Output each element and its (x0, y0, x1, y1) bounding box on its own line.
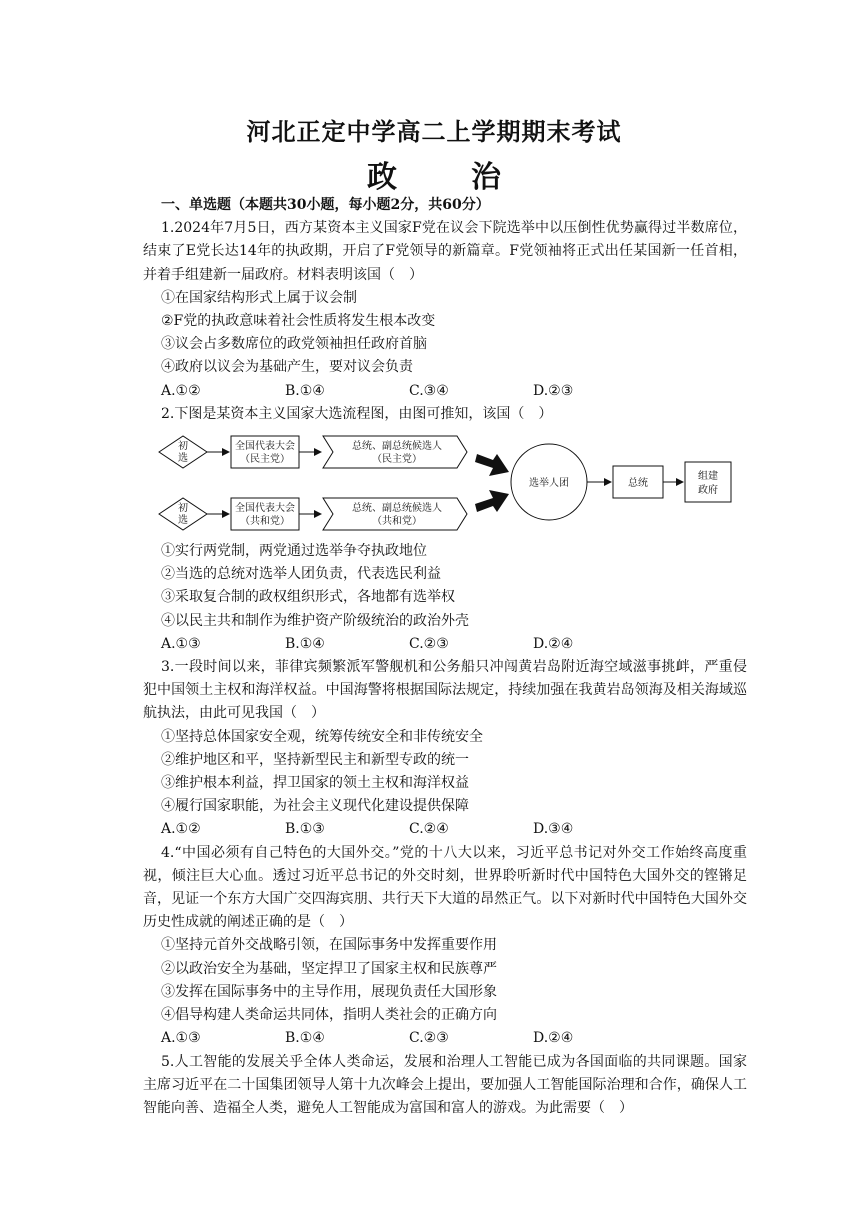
exam-content (143, 194, 747, 1120)
option-item: ②以政治安全为基础，坚定捍卫了国家主权和民族尊严 (161, 960, 497, 977)
question-stem: 4.“中国必须有自己特色的大国外交。”党的十八大以来，习近平总书记对外交工作始终高度重视，倾注巨大心血。透过习近平总书记的外交时刻，世界聆听新时代中国特色大国外交的铿锵足音，见证一个东方大国广交四海宾朋、共行天下大道的昂然正气。以下对新时代中国特色大国外交历史性成就的阐述正确的是（ ） (143, 844, 747, 931)
choice-c: C.③④ (409, 382, 449, 399)
answer-choices (143, 1027, 747, 1050)
conv-rep-line2: （共和党） (240, 516, 290, 528)
question-5 (143, 1051, 747, 1121)
conv-dem-line2: （民主党） (240, 454, 290, 466)
electors-label: 选举人团 (529, 478, 569, 490)
option-item: ②F党的执政意味着社会性质将发生根本改变 (161, 313, 436, 330)
choice-d: D.②③ (533, 382, 574, 399)
choice-b: B.①③ (285, 821, 325, 838)
option-item: ①坚持元首外交战略引领，在国际事务中发挥重要作用 (161, 937, 497, 954)
conv-rep-line1: 全国代表大会 (235, 503, 295, 515)
question-stem: 1.2024年7月5日，西方某资本主义国家F党在议会下院选举中以压倒性优势赢得过半数席位，结束了E党长达14年的执政期，开启了F党领导的新篇章。F党领袖将正式出任某国新一任首相，并着手组建新一届政府。材料表明该国（ ） (143, 220, 747, 283)
exam-title: 河北正定中学高二上学期期末考试 (246, 117, 622, 146)
option-item: ④以民主共和制作为维护资产阶级统治的政治外壳 (161, 612, 469, 629)
option-item: ②当选的总统对选举人团负责，代表选民利益 (161, 566, 441, 583)
option-item: ①实行两党制，两党通过选举争夺执政地位 (161, 543, 427, 560)
choice-a: A.①③ (161, 635, 201, 652)
choice-a: A.①② (161, 382, 201, 399)
question-2 (143, 403, 747, 656)
question-stem: 3.一段时间以来，菲律宾频繁派军警舰机和公务船只冲闯黄岩岛附近海空域滋事挑衅，严重侵犯中国领土主权和海洋权益。中国海警将根据国际法规定，持续加强在我黄岩岛领海及相关海域巡航执法，由此可见我国（ ） (143, 659, 747, 722)
gov-line2: 政府 (698, 485, 718, 497)
big-arrow-top (475, 454, 509, 476)
choice-c: C.②④ (409, 821, 449, 838)
option-item: ③维护根本利益，捍卫国家的领土主权和海洋权益 (161, 775, 469, 792)
option-item: ③采取复合制的政权组织形式，各地都有选举权 (161, 589, 455, 606)
option-item: ①在国家结构形式上属于议会制 (161, 289, 357, 306)
answer-choices (143, 818, 747, 841)
option-item: ④履行国家职能，为社会主义现代化建设提供保障 (161, 798, 469, 815)
cand-dem-line1: 总统、副总统候选人 (352, 441, 442, 453)
answer-choices (143, 380, 747, 403)
initial-label-rep: 初 (178, 503, 188, 515)
question-stem: 2.下图是某资本主义国家大选流程图，由图可推知，该国（ ） (161, 405, 553, 422)
election-flow-diagram (141, 432, 745, 536)
conv-dem-line1: 全国代表大会 (235, 441, 295, 453)
cand-rep-line2: （共和党） (372, 516, 422, 528)
choice-b: B.①④ (285, 382, 325, 399)
option-item: ①坚持总体国家安全观，统筹传统安全和非传统安全 (161, 728, 483, 745)
question-1 (143, 217, 747, 403)
choice-c: C.②③ (409, 1030, 449, 1047)
choice-d: D.②④ (533, 635, 574, 652)
choice-c: C.②③ (409, 635, 449, 652)
choice-a: A.①② (161, 821, 201, 838)
initial-label-rep-2: 选 (178, 515, 188, 527)
president-label: 总统 (628, 478, 648, 490)
gov-line1: 组建 (698, 471, 718, 483)
question-4 (143, 842, 747, 1051)
choice-b: B.①④ (285, 635, 325, 652)
option-item: ④倡导构建人类命运共同体，指明人类社会的正确方向 (161, 1007, 497, 1024)
choice-d: D.②④ (533, 1030, 574, 1047)
cand-dem-line2: （民主党） (372, 454, 422, 466)
option-item: ④政府以议会为基础产生，要对议会负责 (161, 359, 413, 376)
exam-subject: 政 治 (367, 160, 523, 195)
option-item: ③议会占多数席位的政党领袖担任政府首脑 (161, 336, 427, 353)
option-item: ③发挥在国际事务中的主导作用，展现负责任大国形象 (161, 983, 497, 1000)
cand-rep-line1: 总统、副总统候选人 (352, 503, 442, 515)
section-heading: 一、单选题（本题共30小题，每小题2分，共60分） (161, 197, 490, 213)
choice-a: A.①③ (161, 1030, 201, 1047)
question-stem: 5.人工智能的发展关乎全体人类命运，发展和治理人工智能已成为各国面临的共同课题。国家主席习近平在二十国集团领导人第十九次峰会上提出，要加强人工智能国际治理和合作，确保人工智能向善、造福全人类，避免人工智能成为富国和富人的游戏。为此需要（ ） (143, 1053, 747, 1116)
question-3 (143, 656, 747, 842)
gov-box (685, 462, 731, 502)
choice-d: D.③④ (533, 821, 574, 838)
initial-label-dem-2: 选 (178, 453, 188, 465)
initial-label-dem: 初 (178, 441, 188, 453)
option-item: ②维护地区和平，坚持新型民主和新型专政的统一 (161, 751, 469, 768)
choice-b: B.①④ (285, 1030, 325, 1047)
answer-choices (143, 633, 747, 656)
big-arrow-bottom (475, 490, 509, 512)
